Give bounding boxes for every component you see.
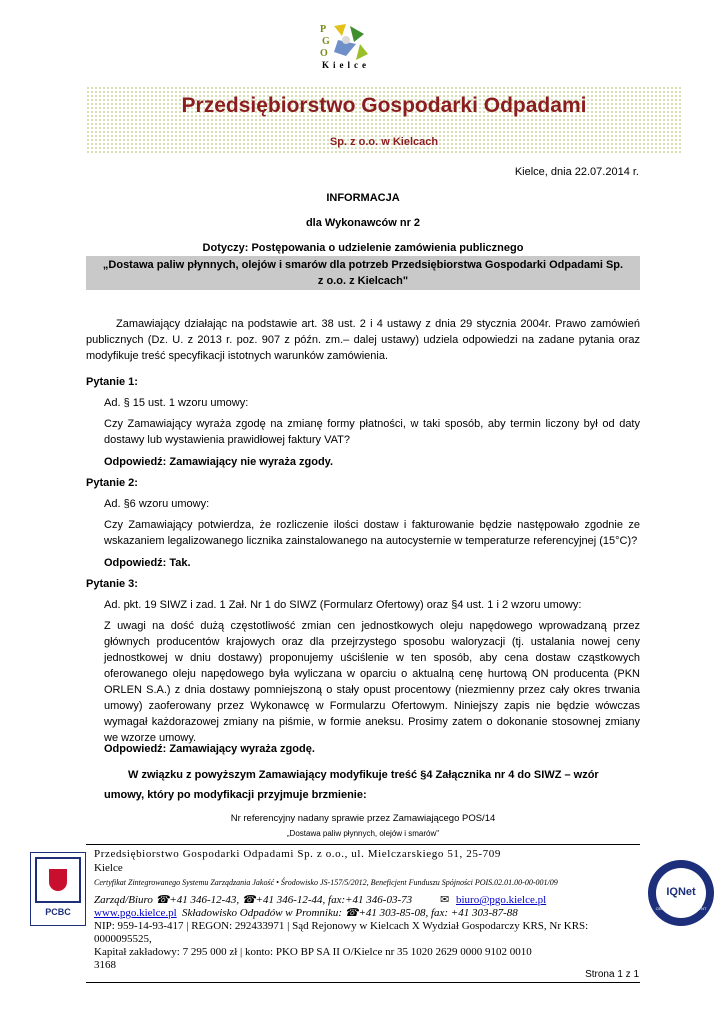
document-heading: INFORMACJA: [326, 192, 400, 204]
footer-krs: 0000095525,: [94, 933, 152, 945]
company-subtitle: Sp. z o.o. w Kielcach: [329, 136, 439, 148]
tender-title-line-2: z o.o. z Kielcach": [317, 275, 409, 287]
question-3-answer: Odpowiedź: Zamawiający wyraża zgodę.: [104, 743, 315, 755]
document-recipients: dla Wykonawców nr 2: [305, 217, 421, 229]
question-3-ref: Ad. pkt. 19 SIWZ i zad. 1 Zał. Nr 1 do SIWZ (Formularz Ofertowy) oraz §4 ust. 1 i 2 wzoru umowy:: [104, 599, 582, 611]
document-date: Kielce, dnia 22.07.2014 r.: [514, 166, 639, 178]
intro-paragraph: Zamawiający działając na podstawie art. 38 ust. 2 i 4 ustawy z dnia 29 stycznia 2004r. Prawo zamówień publicznych (Dz. U. z 2013 r. poz. 907 z późn. zm.– dalej ustawy) udziela odpowiedzi na zadane pytania oraz modyfikuje treść specyfikacji istotnych warunków zamówienia.: [86, 318, 640, 362]
reference-title: „Dostawa paliw płynnych, olejów i smarów": [286, 829, 440, 838]
pcbc-certificate-badge: [30, 852, 86, 926]
mail-icon: ✉: [440, 894, 450, 906]
page-bottom-divider: [86, 982, 640, 983]
footer-email-link[interactable]: biuro@pgo.kielce.pl: [456, 894, 547, 906]
question-1-label: Pytanie 1:: [86, 376, 138, 388]
footer-landfill: Składowisko Odpadów w Promniku: ☎+41 303-85-08, fax: +41 303-87-88: [182, 907, 518, 919]
logo-letter-g: G: [322, 36, 330, 47]
question-1-answer: Odpowiedź: Zamawiający nie wyraża zgody.: [104, 456, 334, 468]
footer-capital-line-2: 3168: [94, 959, 116, 971]
document-subject: Dotyczy: Postępowania o udzielenie zamówienia publicznego: [202, 242, 524, 254]
header-banner: [86, 86, 682, 154]
question-3-label: Pytanie 3:: [86, 578, 138, 590]
iqnet-label: IQNet: [666, 886, 696, 898]
modification-line-2: umowy, który po modyfikacji przyjmuje brzmienie:: [104, 789, 367, 801]
question-1-ref: Ad. § 15 ust. 1 wzoru umowy:: [104, 397, 249, 409]
modification-line-1: W związku z powyższym Zamawiający modyfikuje treść §4 Załącznika nr 4 do SIWZ – wzór: [128, 769, 599, 781]
question-1-text: Czy Zamawiający wyraża zgodę na zmianę formy płatności, w taki sposób, aby termin liczony był od daty dostawy lub wystawienia prawidłowej faktury VAT?: [104, 418, 640, 446]
footer-nip-regon: NIP: 959-14-93-417 | REGON: 292433971 | Sąd Rejonowy w Kielcach X Wydział Gospodarczy KRS, Nr KRS:: [94, 920, 589, 932]
footer-office-phones: Zarząd/Biuro ☎+41 346-12-43, ☎+41 346-12-44, fax:+41 346-03-73: [94, 894, 413, 906]
question-2-label: Pytanie 2:: [86, 477, 138, 489]
footer-divider: [86, 844, 640, 845]
question-2-ref: Ad. §6 wzoru umowy:: [104, 498, 210, 510]
reference-number: Nr referencyjny nadany sprawie przez Zamawiającego POS/14: [230, 813, 496, 824]
pcbc-label: PCBC: [45, 907, 71, 917]
footer-website-link[interactable]: www.pgo.kielce.pl: [94, 907, 177, 919]
page-number: Strona 1 z 1: [585, 969, 639, 980]
footer-capital-line-1: Kapitał zakładowy: 7 295 000 zł | konto: PKO BP SA II O/Kielce nr 35 1020 2629 0000 9102 0010: [94, 946, 532, 958]
footer-city: Kielce: [94, 862, 123, 874]
footer-company-line: Przedsiębiorstwo Gospodarki Odpadami Sp. z o.o., ul. Mielczarskiego 51, 25-709: [94, 848, 501, 860]
question-2-answer: Odpowiedź: Tak.: [104, 557, 191, 569]
logo-letter-p: P: [320, 24, 327, 35]
eagle-emblem-icon: [35, 857, 81, 903]
question-2-text: Czy Zamawiający potwierdza, że rozliczenie ilości dostaw i fakturowanie będzie następowało zgodnie ze wskazaniem legalizowanego licznika zainstalowanego na autocysternie w temperaturze referencyjnej (15°C)?: [104, 519, 640, 547]
company-title: Przedsiębiorstwo Gospodarki Odpadami: [181, 94, 587, 117]
iqnet-ring-text: CERTIFIED MANAGEMENT SYSTEM: [655, 906, 707, 916]
iqnet-certificate-badge: [648, 860, 714, 926]
tender-title-line-1: „Dostawa paliw płynnych, olejów i smarów dla potrzeb Przedsiębiorstwa Gospodarki Odpadami Sp.: [102, 259, 624, 271]
logo-letter-o: O: [320, 48, 328, 59]
logo-city: Kielce: [322, 60, 370, 70]
question-3-text: Z uwagi na dość dużą częstotliwość zmian cen jednostkowych oleju napędowego wprowadzaną przez głównych producentów krajowych oraz dla przejrzystego sposobu waloryzacji (tj. ustalania nowej ceny jednostkowej w dniu dostawy) proponujemy uściślenie w ten sposób, aby cena dostaw cząstkowych oferowanego oleju napędowego była wyliczana w oparciu o aktualną cenę hurtową ON producenta (PKN ORLEN S.A.) z dnia dostawy pomniejszoną o stały opust procentowy (niezmienny przez cały okres trwania umowy) zaoferowany przez Wykonawcę w Formularzu Ofertowym. Niniejszy zapis nie będzie wówczas wymagał każdorazowej zmiany na piśmie, w formie aneksu. Prosimy zatem o dokonanie stosownej zmiany we wzorze umowy.: [104, 620, 640, 744]
footer-certificate: Certyfikat Zintegrowanego Systemu Zarządzania Jakość • Środowisko JS-157/5/2012, Beneficjent Funduszu Spójności POIS.02.01.00-00-001/09: [94, 878, 558, 887]
